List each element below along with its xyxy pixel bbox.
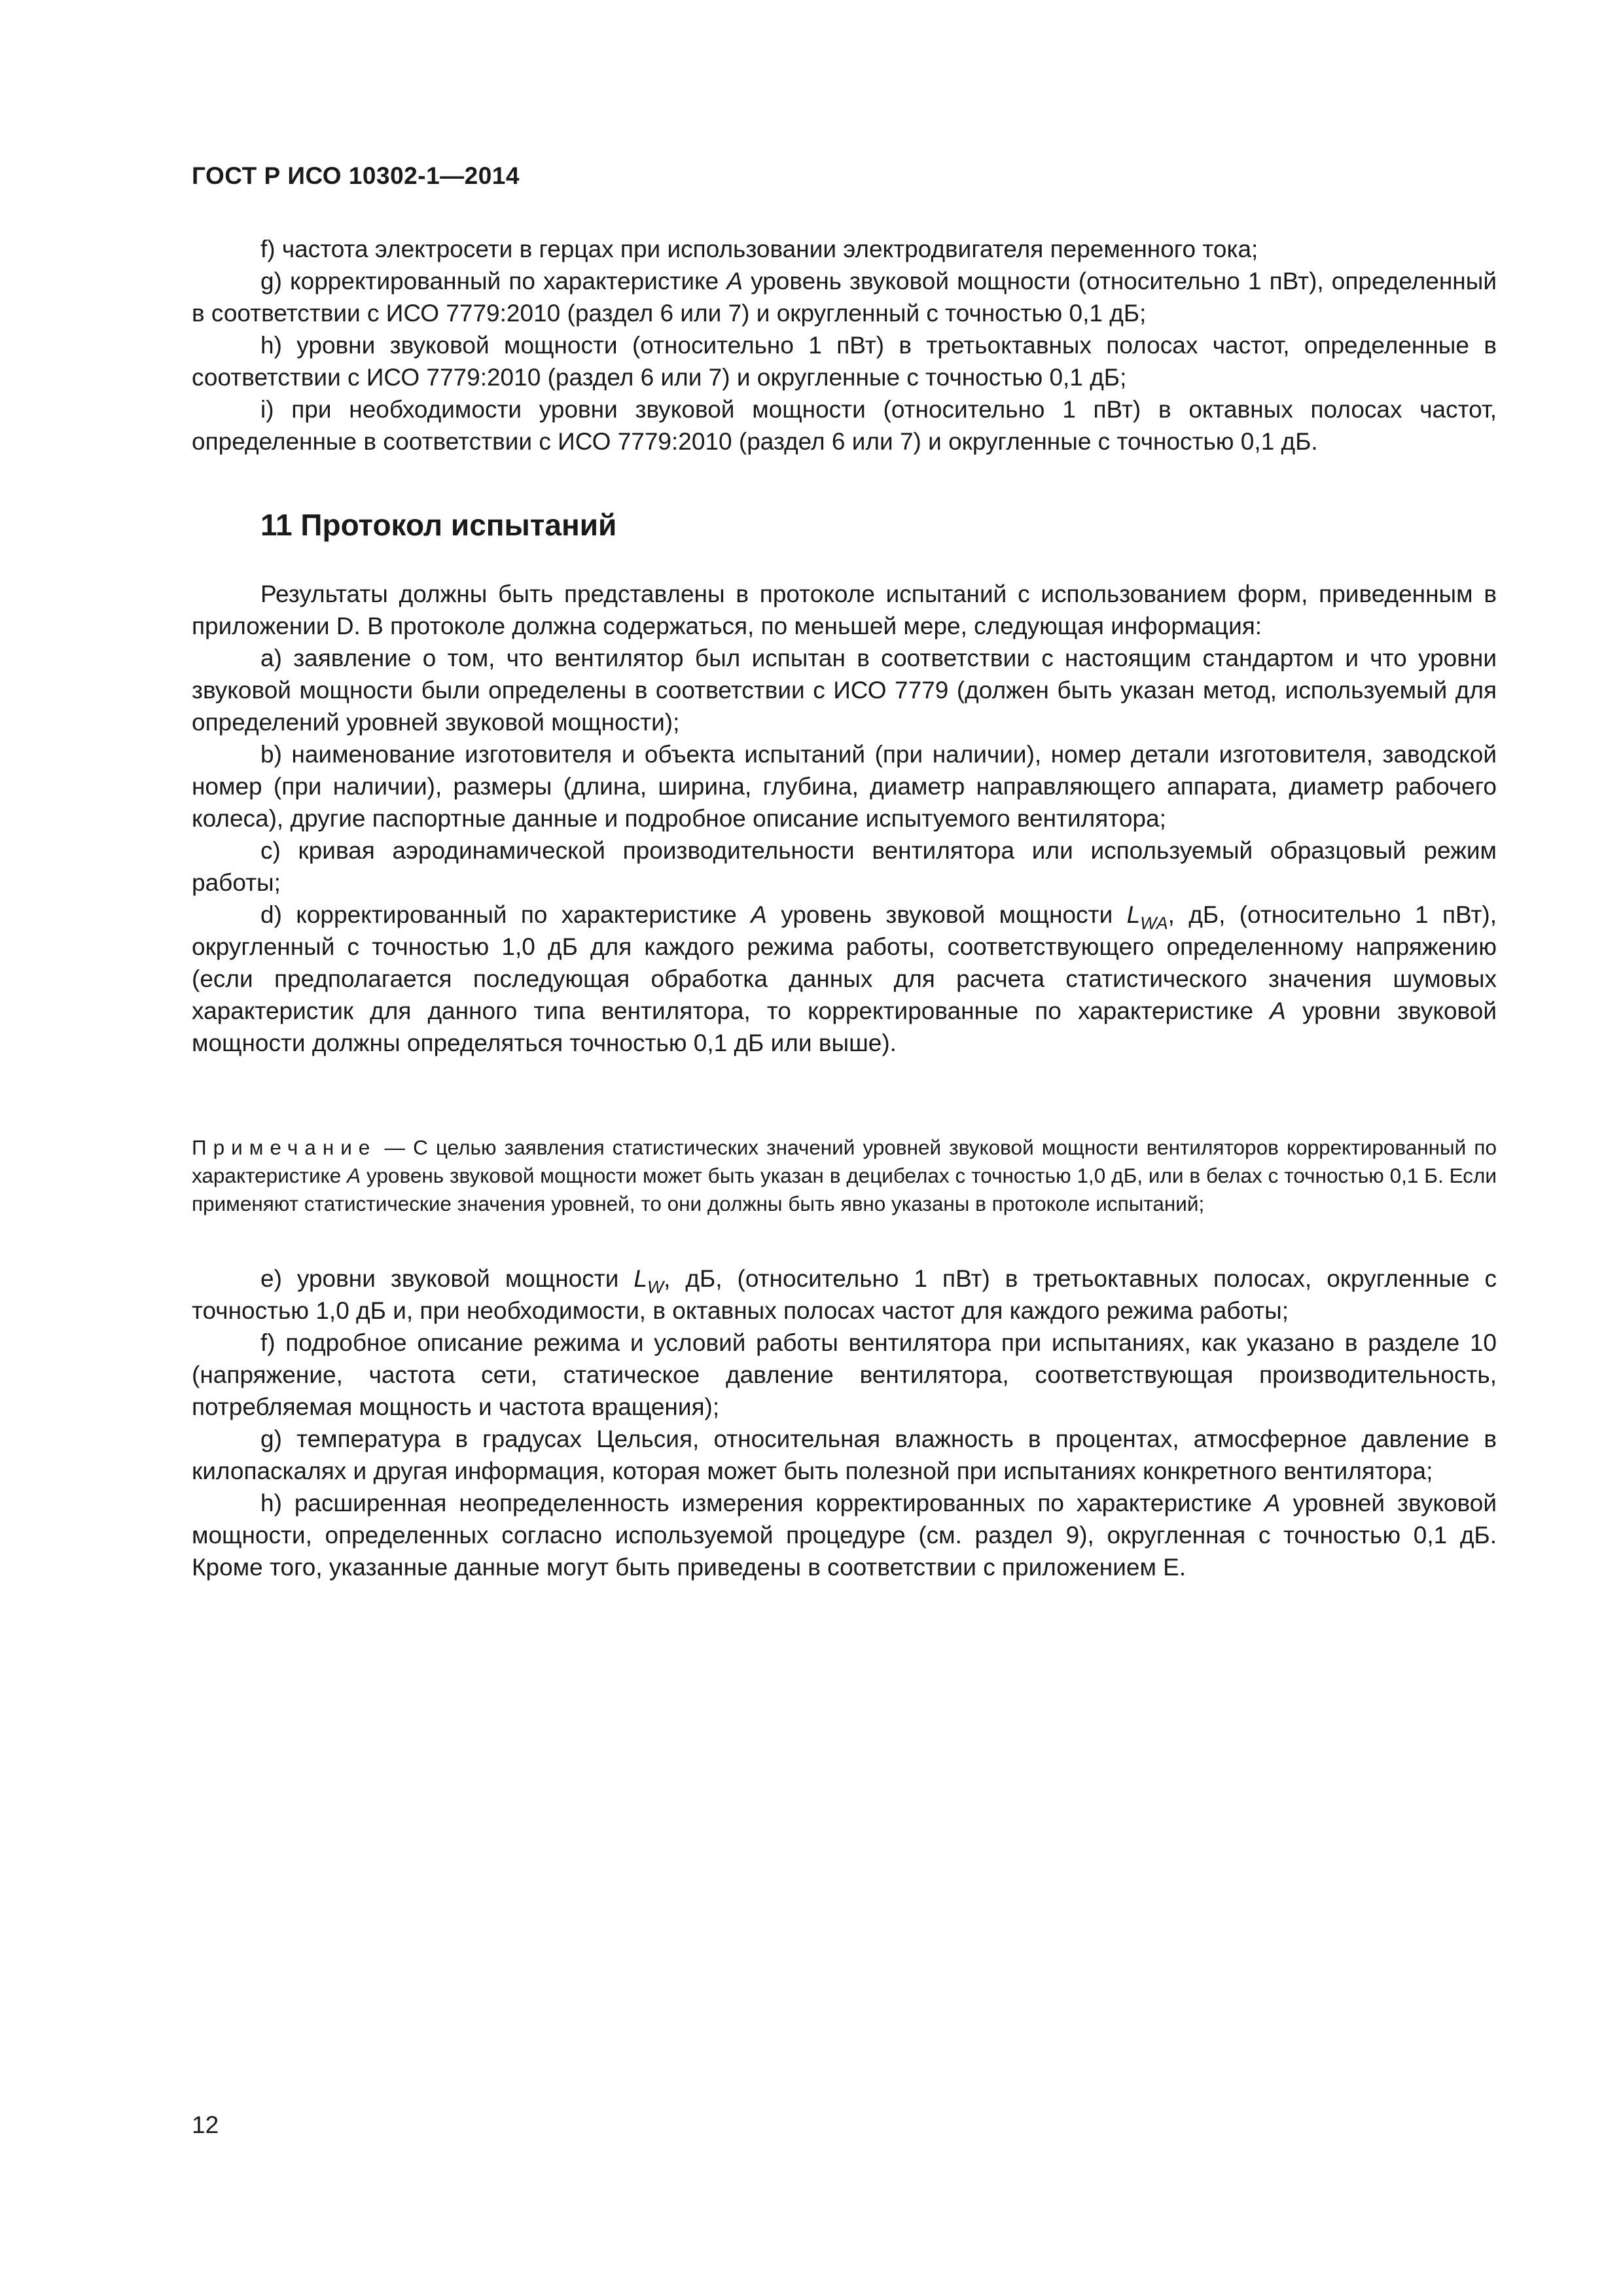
page-number: 12 bbox=[192, 2111, 219, 2138]
note-paragraph: Примечание — С целью заявления статистических значений уровней звуковой мощности вентиляторов корректированный по характеристике A уровень звуковой мощности может быть указан в децибелах с точностью 1,0 дБ, или в белах с точностью 0,1 Б. Если применяют статистические значения уровней, то они должны быть явно указаны в протоколе испытаний; bbox=[192, 1136, 1497, 1215]
report-item-c: c) кривая аэродинамической производительности вентилятора или используемый образцовый режим работы; bbox=[192, 837, 1497, 896]
list-item-f-frequency: f) частота электросети в герцах при использовании электродвигателя переменного тока; bbox=[260, 236, 1258, 262]
report-item-f: f) подробное описание режима и условий работы вентилятора при испытаниях, как указано в разделе 10 (напряжение, частота сети, статическое давление вентилятора, соответствующая производительность, потребляемая мощность и частота вращения); bbox=[192, 1329, 1497, 1420]
report-item-a: a) заявление о том, что вентилятор был испытан в соответствии с настоящим стандартом и что уровни звуковой мощности были определены в соответствии с ИСО 7779 (должен быть указан метод, используемый для определений уровней звуковой мощности); bbox=[192, 645, 1497, 736]
note-label: Примечание bbox=[192, 1136, 377, 1159]
report-item-g: g) температура в градусах Цельсия, относительная влажность в процентах, атмосферное давление в килопаскалях и другая информация, которая может быть полезной при испытаниях конкретного вентилятора; bbox=[192, 1426, 1497, 1484]
report-item-b: b) наименование изготовителя и объекта испытаний (при наличии), номер детали изготовителя, заводской номер (при наличии), размеры (длина, ширина, глубина, диаметр направляющего аппарата, диаметр рабочего колеса), другие паспортные данные и подробное описание испытуемого вентилятора; bbox=[192, 741, 1497, 832]
report-item-h: h) расширенная неопределенность измерения корректированных по характеристике A уровней звуковой мощности, определенных согласно используемой процедуре (см. раздел 9), округленная с точностью 0,1 дБ. Кроме того, указанные данные могут быть приведены в соответствии с приложением E. bbox=[192, 1490, 1497, 1581]
list-item-g-a-weighted-power: g) корректированный по характеристике A уровень звуковой мощности (относительно 1 пВт), определенный в соответствии с ИСО 7779:2010 (раздел 6 или 7) и округленный с точностью 0,1 дБ; bbox=[192, 268, 1497, 327]
section-intro-paragraph: Результаты должны быть представлены в протоколе испытаний с использованием форм, приведенным в приложении D. В протоколе должна содержаться, по меньшей мере, следующая информация: bbox=[192, 581, 1497, 639]
test-report-requirements-block bbox=[192, 578, 1497, 1059]
list-item-i-octave: i) при необходимости уровни звуковой мощности (относительно 1 пВт) в октавных полосах частот, определенные в соответствии с ИСО 7779:2010 (раздел 6 или 7) и округленные с точностью 0,1 дБ. bbox=[192, 396, 1497, 455]
list-continuation-block bbox=[192, 233, 1497, 457]
report-item-e: e) уровни звуковой мощности $L_W$, дБ, (относительно 1 пВт) в третьоктавных полосах, округленные с точностью 1,0 дБ и, при необходимости, в октавных полосах частот для каждого режима работы; bbox=[192, 1265, 1497, 1324]
report-item-d: d) корректированный по характеристике A уровень звуковой мощности $L_{WA}$, дБ, (относительно 1 пВт), округленный с точностью 1,0 дБ для каждого режима работы, соответствующего определенному напряжению (если предполагается последующая обработка данных для расчета статистического значения шумовых характеристик для данного типа вентилятора, то корректированные по характеристике A уровни звуковой мощности должны определяться точностью 0,1 дБ или выше). bbox=[192, 901, 1497, 1056]
list-item-h-third-octave: h) уровни звуковой мощности (относительно 1 пВт) в третьоктавных полосах частот, определенные в соответствии с ИСО 7779:2010 (раздел 6 или 7) и округленные с точностью 0,1 дБ; bbox=[192, 332, 1497, 391]
document-header: ГОСТ Р ИСО 10302-1—2014 bbox=[192, 162, 520, 189]
section-heading: 11 Протокол испытаний bbox=[260, 508, 617, 542]
test-report-requirements-continued bbox=[192, 1263, 1497, 1583]
